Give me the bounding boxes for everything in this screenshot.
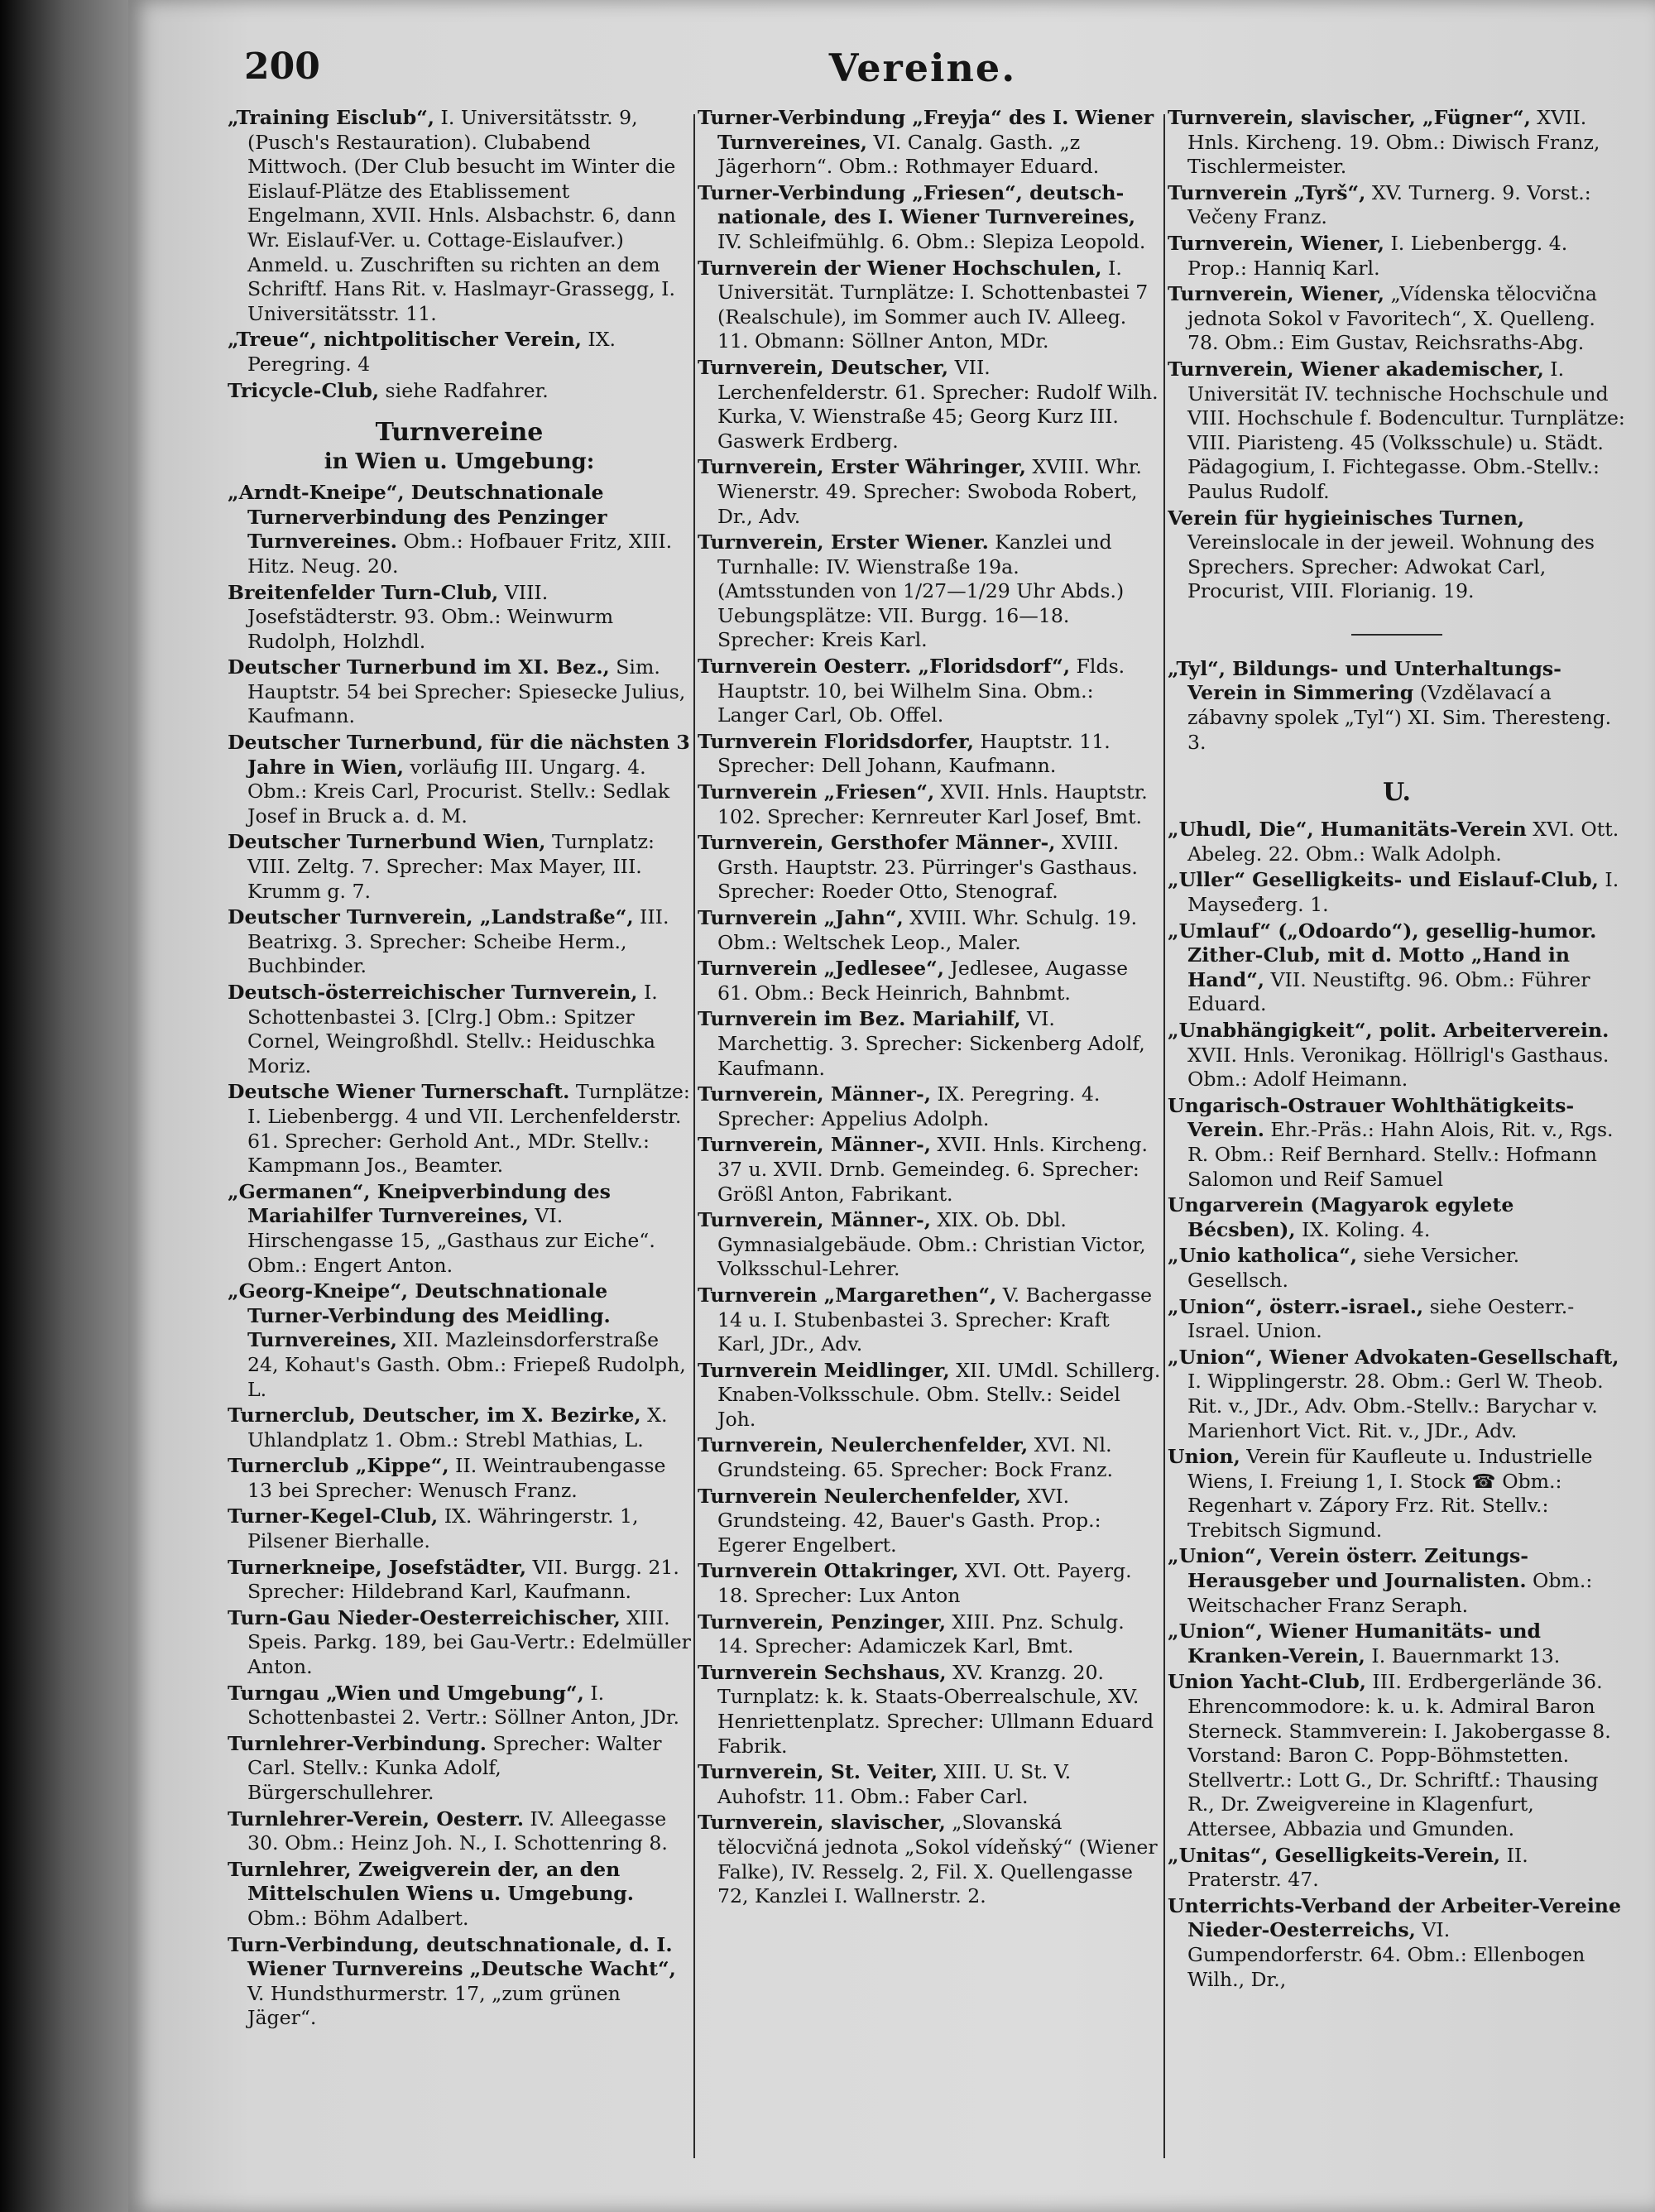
entry-name: „Arndt-Kneipe“, Deutschnationale Turnerverbindung des Penzinger Turnvereines. bbox=[228, 481, 607, 554]
entry-details: V. Bachergasse 14 u. I. Stubenbastei 3. Sprecher: Kraft Karl, JDr., Adv. bbox=[717, 1283, 1153, 1356]
entry-name: Deutscher Turnerbund im XI. Bez., bbox=[228, 655, 610, 679]
directory-entry bbox=[698, 780, 1161, 829]
directory-entry bbox=[698, 1133, 1161, 1207]
entry-name: „Unio katholica“, bbox=[1168, 1244, 1358, 1268]
entry-name: Deutscher Turnerbund, für die nächsten 3 Jahre in Wien, bbox=[228, 731, 690, 779]
directory-entry bbox=[228, 1279, 691, 1402]
directory-entry bbox=[1168, 506, 1626, 604]
directory-entry bbox=[228, 1454, 691, 1503]
entry-name: Turnverein Meidlinger, bbox=[698, 1358, 950, 1382]
entry-name: Deutscher Turnerbund Wien, bbox=[228, 830, 546, 854]
directory-entry bbox=[1168, 818, 1626, 866]
entry-details: „Vídenska tělocvična jednota Sokol v Favoritech“, X. Quelleng. 78. Obm.: Eim Gustav, Reichsraths-Abg. bbox=[1187, 282, 1597, 355]
directory-entry bbox=[698, 655, 1161, 728]
directory-entry bbox=[1168, 1544, 1626, 1618]
entry-details: II. Weintraubengasse 13 bei Sprecher: Wenusch Franz. bbox=[247, 1454, 666, 1502]
directory-entry bbox=[228, 1403, 691, 1452]
entry-details: XII. UMdl. Schillerg. Knaben-Volksschule. Obm. Stellv.: Seidel Joh. bbox=[717, 1358, 1161, 1431]
entry-details: Turnplätze: I. Liebenbergg. 4 und VII. Lerchenfelderstr. 61. Sprecher: Gerhold Ant., MDr. Stellv.: Kampmann Jos., Beamter. bbox=[247, 1080, 690, 1178]
entry-details: I. Schottenbastei 3. [Clrg.] Obm.: Spitzer Cornel, Weingroßhdl. Stellv.: Heiduschka Moriz. bbox=[247, 981, 658, 1077]
entry-details: XII. Mazleinsdorferstraße 24, Kohaut's Gasth. Obm.: Friepeß Rudolph, L. bbox=[247, 1328, 686, 1401]
entry-details: vorläufig III. Ungarg. 4. Obm.: Kreis Carl, Procurist. Stellv.: Sedlak Josef in Bruck a. d. M. bbox=[247, 755, 670, 828]
directory-entry bbox=[1168, 919, 1626, 1017]
column-3 bbox=[1168, 106, 1626, 2191]
entry-details: X. Uhlandplatz 1. Obm.: Strebl Mathias, L. bbox=[247, 1403, 668, 1451]
entry-details: VIII. Josefstädterstr. 93. Obm.: Weinwurm Rudolph, Holzhdl. bbox=[247, 580, 614, 653]
entry-name: Turngau „Wien und Umgebung“, bbox=[228, 1681, 584, 1705]
entry-details: Obm.: Weitschacher Franz Seraph. bbox=[1187, 1569, 1593, 1617]
directory-entry bbox=[698, 181, 1161, 255]
running-title: Vereine. bbox=[828, 46, 1017, 90]
column-divider bbox=[1163, 114, 1165, 2158]
entry-name: „Unabhängigkeit“, polit. Arbeiterverein. bbox=[1168, 1019, 1609, 1042]
text-columns bbox=[228, 106, 1626, 2191]
entry-details: Obm.: Böhm Adalbert. bbox=[247, 1906, 469, 1930]
entry-details: Kanzlei und Turnhalle: IV. Wienstraße 19a. (Amtsstunden von 1/27—1/29 Uhr Abds.) Uebungsplätze: VII. Burgg. 16—18. Sprecher: Kreis Karl. bbox=[717, 530, 1125, 652]
entry-details: XVII. Hnls. Veronikag. Höllrigl's Gasthaus. Obm.: Adolf Heimann. bbox=[1187, 1043, 1609, 1092]
directory-entry bbox=[1168, 1193, 1626, 1242]
entry-details: I. Universität. Turnplätze: I. Schottenbastei 7 (Realschule), im Sommer auch IV. Alleeg. 11. Obmann: Söllner Anton, MDr. bbox=[717, 256, 1149, 353]
directory-entry bbox=[698, 1559, 1161, 1608]
entry-name: Tricycle-Club, bbox=[228, 378, 380, 402]
directory-entry bbox=[1168, 657, 1626, 755]
directory-entry bbox=[698, 1208, 1161, 1282]
entry-name: „Unitas“, Geselligkeits-Verein, bbox=[1168, 1843, 1501, 1867]
entry-name: Breitenfelder Turn-Club, bbox=[228, 580, 499, 604]
directory-entry bbox=[1168, 181, 1626, 230]
entry-name: Turnverein Oesterr. „Floridsdorf“, bbox=[698, 655, 1071, 679]
entry-details: XV. Turnerg. 9. Vorst.: Večeny Franz. bbox=[1187, 180, 1591, 229]
directory-entry bbox=[228, 1606, 691, 1680]
entry-details: VII. Burgg. 21. Sprecher: Hildebrand Karl, Kaufmann. bbox=[247, 1555, 679, 1604]
entry-name: Turnverein, slavischer, bbox=[698, 1811, 946, 1835]
directory-entry bbox=[1168, 357, 1626, 505]
entry-details: XVIII. Whr. Schulg. 19. Obm.: Weltschek Leop., Maler. bbox=[717, 906, 1138, 954]
entry-details: V. Hundsthurmerstr. 17, „zum grünen Jäger“. bbox=[247, 1981, 621, 2030]
entry-details: XVI. Ott. Payerg. 18. Sprecher: Lux Anton bbox=[717, 1559, 1132, 1608]
directory-entry bbox=[1168, 232, 1626, 281]
entry-name: Turnverein, Deutscher, bbox=[698, 355, 949, 379]
directory-entry bbox=[228, 1807, 691, 1856]
entry-details: XVIII. Grsth. Hauptstr. 23. Pürringer's Gasthaus. Sprecher: Roeder Otto, Stenograf. bbox=[717, 831, 1139, 904]
entry-name: Turnverein, slavischer, „Fügner“, bbox=[1168, 106, 1531, 129]
entry-name: Turnverein, Männer-, bbox=[698, 1082, 931, 1106]
directory-entry bbox=[1168, 1844, 1626, 1893]
directory-entry bbox=[228, 328, 691, 377]
entry-name: „Umlauf“ („Odoardo“), gesellig-humor. Zither-Club, mit d. Motto „Hand in Hand“, bbox=[1168, 919, 1597, 991]
entry-name: „Union“, österr.-israel., bbox=[1168, 1294, 1424, 1318]
column-1 bbox=[228, 106, 691, 2191]
entry-details: VII. Lerchenfelderstr. 61. Sprecher: Rudolf Wilh. Kurka, V. Wienstraße 45; Georg Kurz III. Gaswerk Erdberg. bbox=[717, 355, 1158, 453]
entry-name: Turnverein, Männer-, bbox=[698, 1208, 931, 1232]
letter-heading: U. bbox=[1383, 778, 1411, 808]
directory-entry bbox=[698, 1610, 1161, 1659]
entry-name: Turn-Verbindung, deutschnationale, d. I. Wiener Turnvereins „Deutsche Wacht“, bbox=[228, 1932, 676, 1981]
entry-name: „Union“, Verein österr. Zeitungs-Herausgeber und Journalisten. bbox=[1168, 1544, 1529, 1593]
entry-details: XVI. Nl. Grundsteing. 65. Sprecher: Bock Franz. bbox=[717, 1433, 1114, 1482]
page-header bbox=[244, 46, 1601, 103]
entry-details: IX. Koling. 4. bbox=[1295, 1217, 1431, 1241]
directory-entry bbox=[1168, 282, 1626, 356]
entry-details: XIX. Ob. Dbl. Gymnasialgebäude. Obm.: Christian Victor, Volksschul-Lehrer. bbox=[717, 1208, 1146, 1281]
entry-details: VI. Gumpendorferstr. 64. Obm.: Ellenbogen Wilh., Dr., bbox=[1187, 1918, 1585, 1991]
entry-name: Turnverein „Friesen“, bbox=[698, 780, 935, 804]
entry-details: siehe Radfahrer. bbox=[379, 378, 549, 402]
entry-details: IX. Währingerstr. 1, Pilsener Bierhalle. bbox=[247, 1504, 639, 1553]
directory-entry bbox=[698, 455, 1161, 529]
entry-name: Turner-Verbindung „Friesen“, deutsch-nationale, des I. Wiener Turnvereines, bbox=[698, 180, 1136, 229]
entry-name: Turnverein Sechshaus, bbox=[698, 1660, 947, 1684]
entry-details: XV. Kranzg. 20. Turnplatz: k. k. Staats-Oberrealschule, XV. Henriettenplatz. Sprecher: Ullmann Eduard Fabrik. bbox=[717, 1660, 1154, 1758]
entry-name: Turnverein, Wiener akademischer, bbox=[1168, 357, 1544, 381]
entry-details: I. Mayseđerg. 1. bbox=[1187, 868, 1619, 917]
directory-entry bbox=[228, 379, 691, 404]
entry-name: Turnverein, Männer-, bbox=[698, 1133, 931, 1157]
entry-details: XVI. Ott. Abeleg. 22. Obm.: Walk Adolph. bbox=[1187, 818, 1619, 866]
entry-details: „Slovanská tělocvičná jednota „Sokol vídeňský“ (Wiener Falke), IV. Resselg. 2, Fil. X. Quellengasse 72, Kanzlei I. Wallnerstr. 2. bbox=[717, 1811, 1158, 1908]
entry-details: II. Praterstr. 47. bbox=[1187, 1843, 1528, 1892]
page-number: 200 bbox=[244, 46, 320, 88]
entry-name: Turnverein der Wiener Hochschulen, bbox=[698, 256, 1102, 280]
column-2 bbox=[698, 106, 1161, 2191]
entry-details: Sim. Hauptstr. 54 bei Sprecher: Spiesecke Julius, Kaufmann. bbox=[247, 655, 686, 728]
directory-entry bbox=[228, 1858, 691, 1931]
entry-name: Turnverein „Jedlesee“, bbox=[698, 957, 944, 981]
entry-details: III. Erdbergerlände 36. Ehrencommodore: k. u. k. Admiral Baron Sterneck. Stammverein: I. Jakobergasse 8. Vorstand: Baron C. Popp-Böhmstetten. Stellvertr.: Lott G., Dr. Schriftf.: Thausing R., Dr. Zweigvereine in Klagenfurt, Attersee, Abbazia und Gmunden. bbox=[1187, 1670, 1611, 1840]
directory-entry bbox=[698, 1485, 1161, 1558]
directory-entry bbox=[1168, 1346, 1626, 1443]
entry-details: I. Bauernmarkt 13. bbox=[1365, 1643, 1561, 1667]
entry-details: Flds. Hauptstr. 10, bei Wilhelm Sina. Obm.: Langer Carl, Ob. Offel. bbox=[717, 655, 1125, 727]
entry-details: VI. Canalg. Gasth. „z Jägerhorn“. Obm.: Rothmayer Eduard. bbox=[717, 130, 1100, 179]
entry-name: „Training Eisclub“, bbox=[228, 106, 435, 129]
entry-name: Verein für hygieinisches Turnen, bbox=[1168, 506, 1525, 530]
entry-details: Hauptstr. 11. Sprecher: Dell Johann, Kaufmann. bbox=[717, 729, 1111, 778]
entry-details: Ehr.-Präs.: Hahn Alois, Rit. v., Rgs. R. Obm.: Reif Bernhard. Stellv.: Hofmann Salomon und Reif Samuel bbox=[1187, 1118, 1614, 1191]
directory-entry bbox=[698, 106, 1161, 180]
entry-name: „Union“, Wiener Humanitäts- und Kranken-Verein, bbox=[1168, 1619, 1542, 1667]
entry-details: I. Schottenbastei 2. Vertr.: Söllner Anton, JDr. bbox=[247, 1681, 679, 1730]
directory-entry bbox=[228, 1682, 691, 1730]
entry-details: I. Wipplingerstr. 28. Obm.: Gerl W. Theob. Rit. v., JDr., Adv. Obm.-Stellv.: Barychar v. Marienhort Vict. Rit. v., JDr., Adv. bbox=[1187, 1370, 1604, 1442]
directory-entry bbox=[698, 730, 1161, 779]
entry-details: I. Universität IV. technische Hochschule und VIII. Hochschule f. Bodencultur. Turnplätze: VIII. Piaristeng. 45 (Volksschule) u. Städt. Pädagogium, I. Fichtegasse. Obm.-Stellv.: Paulus Rudolf. bbox=[1187, 357, 1625, 503]
entry-details: VI. Marchettig. 3. Sprecher: Sickenberg Adolf, Kaufmann. bbox=[717, 1007, 1145, 1080]
entry-name: Ungarverein (Magyarok egylete Bécsben), bbox=[1168, 1193, 1514, 1241]
entry-name: Ungarisch-Ostrauer Wohlthätigkeits-Verein. bbox=[1168, 1093, 1575, 1142]
entry-name: Turner-Kegel-Club, bbox=[228, 1504, 439, 1528]
entry-name: Turnverein Neulerchenfelder, bbox=[698, 1484, 1022, 1508]
entry-name: Turnverein Floridsdorfer, bbox=[698, 729, 974, 753]
directory-entry bbox=[1168, 1445, 1626, 1543]
entry-details: IV. Schleifmühlg. 6. Obm.: Slepiza Leopold. bbox=[717, 229, 1146, 253]
directory-entry bbox=[1168, 868, 1626, 917]
entry-name: Turnlehrer-Verbindung. bbox=[228, 1731, 487, 1755]
directory-entry bbox=[698, 831, 1161, 904]
entry-name: „Germanen“, Kneipverbindung des Mariahilfer Turnvereines, bbox=[228, 1179, 611, 1228]
directory-entry bbox=[228, 655, 691, 729]
entry-name: Turnerclub, Deutscher, im X. Bezirke, bbox=[228, 1403, 641, 1427]
entry-name: Unterrichts-Verband der Arbeiter-Vereine Nieder-Oesterreichs, bbox=[1168, 1893, 1621, 1942]
entry-details: XIII. Speis. Parkg. 189, bei Gau-Vertr.: Edelmüller Anton. bbox=[247, 1605, 691, 1679]
entry-details: Obm.: Hofbauer Fritz, XIII. Hitz. Neug. 20. bbox=[247, 530, 673, 578]
entry-name: Turnverein, Wiener, bbox=[1168, 231, 1384, 255]
directory-entry bbox=[1168, 1894, 1626, 1992]
entry-name: Union, bbox=[1168, 1445, 1240, 1469]
entry-name: Turn-Gau Nieder-Oesterreichischer, bbox=[228, 1605, 621, 1629]
entry-name: Turnlehrer-Verein, Oesterr. bbox=[228, 1807, 525, 1831]
entry-details: IX. Peregring. 4 bbox=[247, 328, 616, 376]
entry-name: Turnverein im Bez. Mariahilf, bbox=[698, 1007, 1021, 1031]
directory-entry bbox=[228, 1556, 691, 1605]
entry-name: Turnverein, Neulerchenfelder, bbox=[698, 1433, 1029, 1457]
directory-entry bbox=[698, 1433, 1161, 1482]
directory-entry bbox=[228, 981, 691, 1078]
directory-entry bbox=[228, 1080, 691, 1178]
entry-name: Deutsche Wiener Turnerschaft. bbox=[228, 1080, 570, 1104]
column-divider bbox=[693, 114, 695, 2158]
entry-name: Turnlehrer, Zweigverein der, an den Mittelschulen Wiens u. Umgebung. bbox=[228, 1857, 635, 1906]
directory-entry bbox=[1168, 1619, 1626, 1668]
entry-name: „Uller“ Geselligkeits- und Eislauf-Club, bbox=[1168, 868, 1599, 892]
directory-entry bbox=[698, 1811, 1161, 1908]
entry-details: XIII. Pnz. Schulg. 14. Sprecher: Adamiczek Karl, Bmt. bbox=[717, 1610, 1125, 1658]
directory-entry bbox=[1168, 1670, 1626, 1841]
entry-details: Jedlesee, Augasse 61. Obm.: Beck Heinrich, Bahnbmt. bbox=[717, 957, 1129, 1005]
entry-details: XIII. U. St. V. Auhofstr. 11. Obm.: Faber Carl. bbox=[717, 1760, 1072, 1808]
entry-name: „Uhudl, Die“, Humanitäts-Verein bbox=[1168, 818, 1527, 842]
directory-entry bbox=[228, 905, 691, 979]
entry-details: siehe Versicher. Gesellsch. bbox=[1187, 1244, 1520, 1292]
directory-entry bbox=[228, 106, 691, 326]
directory-entry bbox=[1168, 1244, 1626, 1293]
entry-details: XVII. Hnls. Hauptstr. 102. Sprecher: Kernreuter Karl Josef, Bmt. bbox=[717, 780, 1148, 828]
directory-entry bbox=[698, 530, 1161, 653]
directory-entry bbox=[228, 830, 691, 904]
entry-name: Turnverein, Gersthofer Männer-, bbox=[698, 831, 1056, 855]
directory-entry bbox=[228, 731, 691, 828]
directory-entry bbox=[228, 481, 691, 578]
directory-entry bbox=[698, 1284, 1161, 1357]
directory-entry bbox=[1168, 1295, 1626, 1344]
entry-name: Union Yacht-Club, bbox=[1168, 1670, 1366, 1694]
directory-entry bbox=[698, 356, 1161, 453]
entry-name: Turnverein, Erster Währinger, bbox=[698, 455, 1026, 479]
directory-entry bbox=[698, 1661, 1161, 1759]
directory-entry bbox=[698, 257, 1161, 354]
entry-details: IX. Peregring. 4. Sprecher: Appelius Adolph. bbox=[717, 1082, 1101, 1130]
entry-details: Turnplatz: VIII. Zeltg. 7. Sprecher: Max Mayer, III. Krumm g. 7. bbox=[247, 830, 655, 903]
entry-details: III. Beatrixg. 3. Sprecher: Scheibe Herm., Buchbinder. bbox=[247, 905, 669, 978]
entry-details: I. Universitätsstr. 9, (Pusch's Restauration). Clubabend Mittwoch. (Der Club besucht im Winter die Eislauf-Plätze des Etablissement Engelmann, XVII. Hnls. Alsbachstr. 6, dann Wr. Eislauf-Ver. u. Cottage-Eislaufver.) Anmeld. u. Zuschriften su richten an dem Schriftf. Hans Rit. v. Haslmayr-Grassegg, I. Universitätsstr. 11. bbox=[247, 106, 676, 325]
directory-entry bbox=[1168, 1019, 1626, 1092]
entry-details: VII. Neustiftg. 96. Obm.: Führer Eduard. bbox=[1187, 967, 1590, 1016]
directory-entry bbox=[698, 906, 1161, 955]
entry-name: Turnverein „Jahn“, bbox=[698, 906, 904, 929]
page-sheet bbox=[128, 0, 1655, 2212]
entry-details: XVII. Hnls. Kircheng. 19. Obm.: Diwisch Franz, Tischlermeister. bbox=[1187, 106, 1600, 179]
directory-entry bbox=[1168, 106, 1626, 180]
section-heading: Turnvereine bbox=[375, 418, 544, 448]
entry-name: „Tyl“, Bildungs- und Unterhaltungs-Verein in Simmering bbox=[1168, 656, 1561, 705]
entry-name: Turnverein, Penzinger, bbox=[698, 1610, 947, 1634]
directory-entry bbox=[228, 1504, 691, 1553]
entry-name: Turnverein, Erster Wiener. bbox=[698, 530, 989, 554]
entry-details: XVI. Grundsteing. 42, Bauer's Gasth. Prop.: Egerer Engelbert. bbox=[717, 1484, 1101, 1557]
entry-name: „Georg-Kneipe“, Deutschnationale Turner-Verbindung des Meidling. Turnvereines, bbox=[228, 1279, 611, 1352]
entry-name: Turnerkneipe, Josefstädter, bbox=[228, 1555, 527, 1579]
entry-name: „Treue“, nichtpolitischer Verein, bbox=[228, 328, 582, 352]
directory-entry bbox=[228, 1732, 691, 1806]
directory-entry bbox=[698, 1082, 1161, 1131]
directory-entry bbox=[698, 1760, 1161, 1809]
entry-name: Turner-Verbindung „Freyja“ des I. Wiener Turnvereines, bbox=[698, 106, 1154, 154]
entry-details: I. Liebenbergg. 4. Prop.: Hanniq Karl. bbox=[1187, 231, 1568, 280]
directory-entry bbox=[1168, 1094, 1626, 1192]
entry-details: siehe Oesterr.-Israel. Union. bbox=[1187, 1294, 1575, 1343]
section-subheading: in Wien u. Umgebung: bbox=[324, 449, 595, 475]
entry-name: Deutsch-österreichischer Turnverein, bbox=[228, 981, 638, 1004]
directory-entry bbox=[228, 1933, 691, 2031]
entry-name: Turnverein, St. Veiter, bbox=[698, 1760, 938, 1784]
section-divider bbox=[1351, 634, 1442, 636]
entry-details: XVII. Hnls. Kircheng. 37 u. XVII. Drnb. Gemeindeg. 6. Sprecher: Größl Anton, Fabrikant. bbox=[717, 1133, 1149, 1206]
directory-entry bbox=[228, 581, 691, 655]
entry-details: VI. Hirschengasse 15, „Gasthaus zur Eiche“. Obm.: Engert Anton. bbox=[247, 1204, 655, 1277]
directory-entry bbox=[698, 1007, 1161, 1081]
entry-name: „Union“, Wiener Advokaten-Gesellschaft, bbox=[1168, 1345, 1619, 1369]
entry-details: (Vzdělavací a zábavny spolek „Tyl“) XI. Sim. Theresteng. 3. bbox=[1187, 681, 1612, 754]
entry-name: Turnverein Ottakringer, bbox=[698, 1559, 959, 1583]
entry-name: Turnerclub „Kippe“, bbox=[228, 1454, 449, 1478]
entry-name: Turnverein, Wiener, bbox=[1168, 282, 1384, 306]
entry-name: Turnverein „Margarethen“, bbox=[698, 1283, 997, 1307]
directory-entry bbox=[698, 1359, 1161, 1432]
directory-entry bbox=[228, 1180, 691, 1278]
entry-details: IV. Alleegasse 30. Obm.: Heinz Joh. N., I. Schottenring 8. bbox=[247, 1807, 668, 1855]
book-spine bbox=[0, 0, 145, 2212]
entry-details: Vereinslocale in der jeweil. Wohnung des Sprechers. Sprecher: Adwokat Carl, Procurist, VIII. Florianig. 19. bbox=[1187, 530, 1595, 603]
entry-name: Deutscher Turnverein, „Landstraße“, bbox=[228, 905, 634, 929]
entry-details: Verein für Kaufleute u. Industrielle Wiens, I. Freiung 1, I. Stock ☎ Obm.: Regenhart v. Zápory Frz. Rit. Stellv.: Trebitsch Sigmund. bbox=[1187, 1445, 1593, 1542]
directory-entry bbox=[698, 957, 1161, 1005]
entry-name: Turnverein „Tyrš“, bbox=[1168, 180, 1366, 204]
entry-details: Sprecher: Walter Carl. Stellv.: Kunka Adolf, Bürgerschullehrer. bbox=[247, 1731, 662, 1804]
entry-details: XVIII. Whr. Wienerstr. 49. Sprecher: Swoboda Robert, Dr., Adv. bbox=[717, 455, 1142, 528]
